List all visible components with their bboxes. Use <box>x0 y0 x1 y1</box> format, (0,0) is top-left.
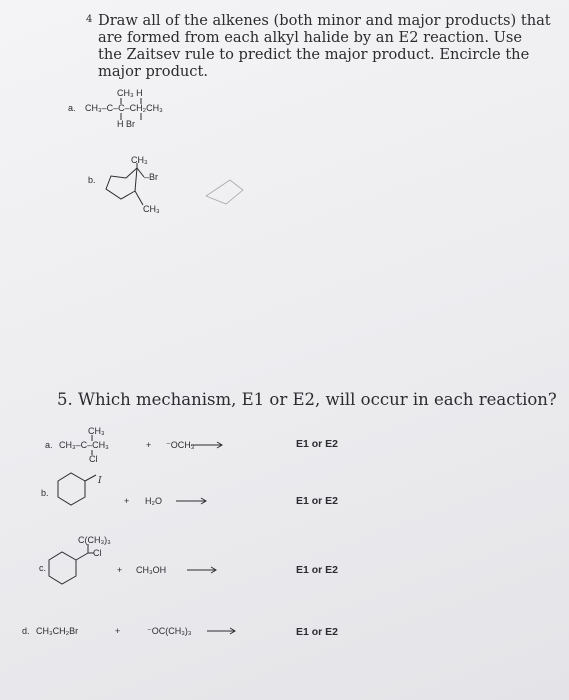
q5c-chloro: Cl <box>93 548 102 558</box>
q5a-chain: CH₃–C–CH₃ <box>59 440 109 450</box>
q4a-label: a. <box>68 103 76 113</box>
q5b-label: b. <box>41 488 49 498</box>
q5c-plus: + <box>117 565 123 575</box>
instruction-line: are formed from each alkyl halide by an E2 reaction. Use <box>98 29 523 46</box>
faint-sketch <box>206 180 243 204</box>
q5d-choice: E1 or E2 <box>296 626 339 638</box>
q5c-label: c. <box>39 563 47 573</box>
q4b-label: b. <box>88 175 96 185</box>
q5d-label: d. <box>22 626 30 636</box>
q4b-bond <box>135 191 143 205</box>
q5c-ring <box>49 552 76 584</box>
q5b-choice: E1 or E2 <box>296 495 339 507</box>
q4b-ring <box>106 168 137 199</box>
q5b-iodo: I <box>98 476 102 486</box>
q5a-reagent: ⁻OCH₃ <box>166 440 195 450</box>
q5b-ring <box>58 473 85 505</box>
q5b-reagent: H₂O <box>145 496 162 506</box>
q5d-plus: + <box>115 626 121 636</box>
q5b-plus: + <box>124 496 130 506</box>
q5c-bond <box>76 553 88 560</box>
q5a-bottom: Cl <box>89 454 98 464</box>
q4a-chain: CH₃–C–C–CH₂CH₃ <box>85 103 163 113</box>
q5b-bond <box>85 475 96 481</box>
q5a-plus: + <box>146 440 152 450</box>
instruction-line: Draw all of the alkenes (both minor and major products) that <box>98 12 551 29</box>
q5c-choice: E1 or E2 <box>296 564 339 576</box>
q5c-reagent: CH₃OH <box>136 565 167 575</box>
q4b-ch3-bottom: CH₃ <box>143 204 160 214</box>
question-5-number: 5. <box>57 390 73 409</box>
q5c-tbutyl: C(CH₃)₃ <box>78 535 111 545</box>
q5d-reagent: ⁻OC(CH₃)₃ <box>147 626 192 636</box>
q4b-ch3-top: CH₃ <box>131 155 148 165</box>
q4b-bond <box>137 168 144 177</box>
question-4-number: 4 <box>86 14 93 25</box>
q5a-choice: E1 or E2 <box>296 438 339 450</box>
instruction-line: the Zaitsev rule to predict the major product. Encircle the <box>98 46 530 63</box>
q4a-bottom-substituents: H Br <box>117 119 135 129</box>
q4b-br: –Br <box>144 172 159 182</box>
instruction-line: major product. <box>98 63 208 80</box>
q5d-substrate: CH₃CH₂Br <box>36 626 79 636</box>
q5a-top: CH₃ <box>88 426 105 436</box>
q5a-label: a. <box>45 440 53 450</box>
question-5-text: Which mechanism, E1 or E2, will occur in each reaction? <box>78 390 557 409</box>
q4a-top-substituents: CH₃ H <box>117 88 143 98</box>
